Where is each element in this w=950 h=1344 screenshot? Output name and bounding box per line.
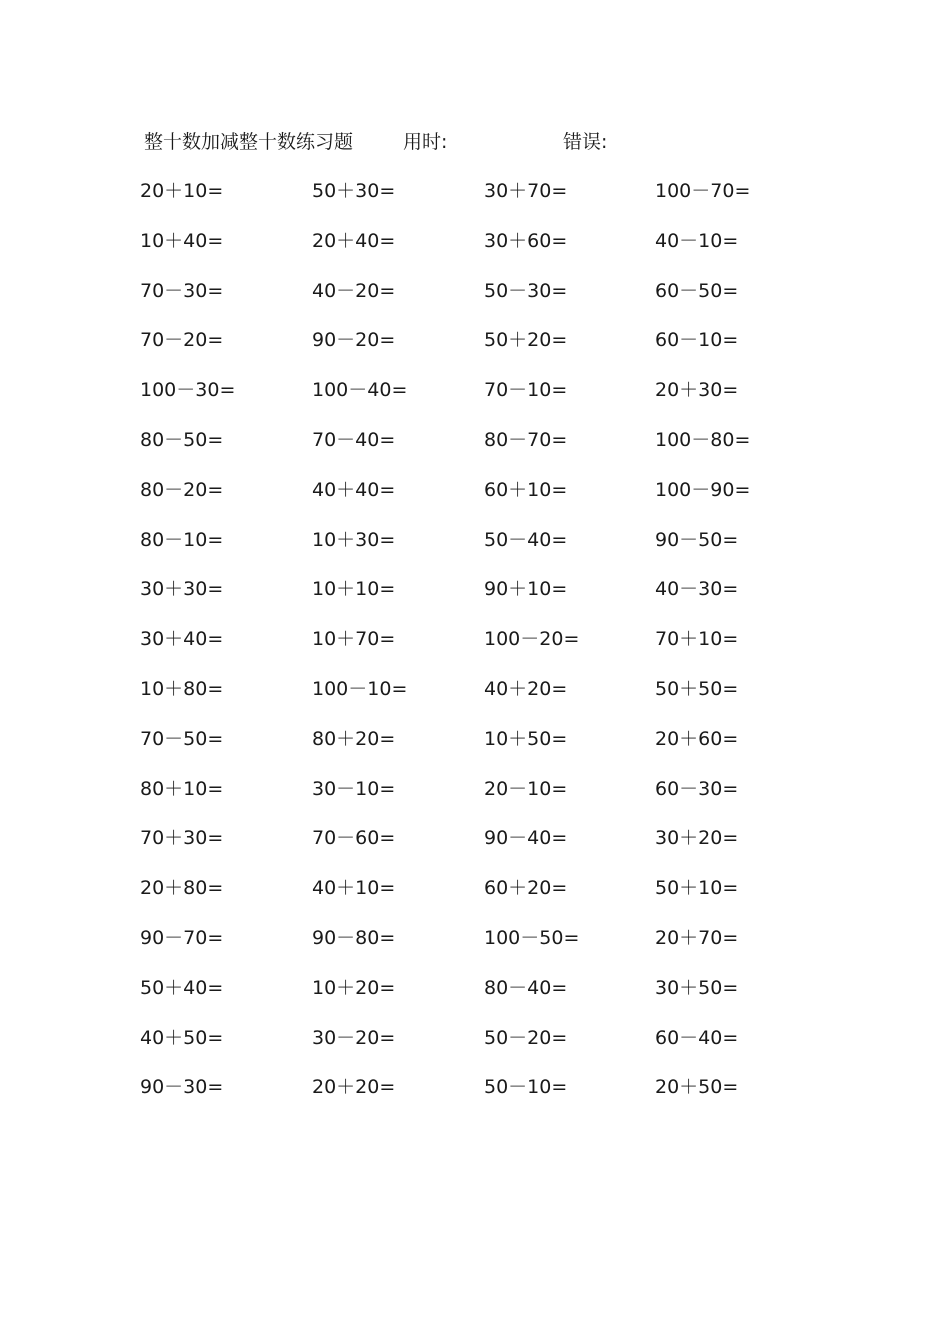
problem-row (0, 425, 950, 475)
problem-item: 30＋70= (484, 180, 568, 202)
problem-row (0, 973, 950, 1023)
problem-item: 10＋50= (484, 727, 568, 750)
problem-item: 40＋50= (140, 1026, 224, 1049)
problem-row (0, 1072, 950, 1122)
problem-row (0, 325, 950, 375)
problem-item: 20＋10= (140, 180, 224, 202)
problem-item: 90－40= (484, 827, 568, 850)
problem-item: 60＋10= (484, 478, 568, 501)
problem-item: 30＋20= (655, 827, 739, 850)
problem-item: 50＋10= (655, 877, 739, 900)
problem-item: 80－40= (484, 976, 568, 999)
problem-item: 50－20= (484, 1026, 568, 1049)
problem-item: 100－40= (312, 379, 408, 402)
problem-item: 30＋40= (140, 628, 224, 651)
problem-item: 100－50= (484, 926, 580, 949)
problem-item: 50－40= (484, 528, 568, 551)
problem-item: 50＋50= (655, 677, 739, 700)
problem-item: 10＋40= (140, 229, 224, 252)
problem-item: 50－10= (484, 1076, 568, 1099)
problem-item: 70－30= (140, 279, 224, 302)
problem-item: 30＋60= (484, 229, 568, 252)
problem-row (0, 624, 950, 674)
problem-item: 40＋20= (484, 677, 568, 700)
problem-row (0, 674, 950, 724)
worksheet-header (0, 128, 950, 156)
problem-row (0, 823, 950, 873)
problem-item: 70－50= (140, 727, 224, 750)
problem-item: 80－20= (140, 478, 224, 501)
problem-item: 80－70= (484, 428, 568, 451)
problem-item: 20＋20= (312, 1076, 396, 1099)
problem-row (0, 276, 950, 326)
problem-item: 100－30= (140, 379, 236, 402)
problem-row (0, 574, 950, 624)
problem-item: 20＋50= (655, 1076, 739, 1099)
problem-item: 50－30= (484, 279, 568, 302)
problem-row (0, 475, 950, 525)
problem-item: 20＋60= (655, 727, 739, 750)
problem-row (0, 923, 950, 973)
problem-item: 80－50= (140, 428, 224, 451)
problem-item: 30＋30= (140, 578, 224, 601)
problem-item: 20＋40= (312, 229, 396, 252)
problem-item: 50＋30= (312, 180, 396, 202)
time-used-label: 用时: (403, 131, 448, 153)
problem-item: 80＋10= (140, 777, 224, 800)
problem-item: 100－80= (655, 428, 751, 451)
problem-row (0, 176, 950, 226)
problem-item: 100－20= (484, 628, 580, 651)
problem-item: 10＋10= (312, 578, 396, 601)
problem-item: 40－20= (312, 279, 396, 302)
problem-item: 70－40= (312, 428, 396, 451)
problem-item: 40－10= (655, 229, 739, 252)
problem-item: 60－30= (655, 777, 739, 800)
worksheet-title: 整十数加减整十数练习题 (144, 131, 354, 153)
problem-item: 80＋20= (312, 727, 396, 750)
problem-item: 20＋30= (655, 379, 739, 402)
problem-row (0, 724, 950, 774)
problem-item: 20＋80= (140, 877, 224, 900)
problem-item: 40－30= (655, 578, 739, 601)
problem-item: 80－10= (140, 528, 224, 551)
problem-row (0, 375, 950, 425)
problem-item: 30＋50= (655, 976, 739, 999)
problem-row (0, 1023, 950, 1073)
problem-item: 60－10= (655, 329, 739, 352)
problem-item: 60－50= (655, 279, 739, 302)
problem-item: 90＋10= (484, 578, 568, 601)
errors-label: 错误: (563, 131, 608, 153)
problem-row (0, 873, 950, 923)
problem-row (0, 226, 950, 276)
problem-item: 40＋10= (312, 877, 396, 900)
problem-item: 70－20= (140, 329, 224, 352)
problem-item: 50＋20= (484, 329, 568, 352)
problem-item: 90－70= (140, 926, 224, 949)
problem-item: 50＋40= (140, 976, 224, 999)
problem-item: 60＋20= (484, 877, 568, 900)
problem-item: 60－40= (655, 1026, 739, 1049)
problem-item: 10＋30= (312, 528, 396, 551)
problem-item: 10＋70= (312, 628, 396, 651)
problem-item: 90－50= (655, 528, 739, 551)
problem-item: 20－10= (484, 777, 568, 800)
problem-item: 100－10= (312, 677, 408, 700)
problem-item: 40＋40= (312, 478, 396, 501)
problem-item: 20＋70= (655, 926, 739, 949)
problem-item: 70－10= (484, 379, 568, 402)
problem-item: 70＋10= (655, 628, 739, 651)
problem-item: 70－60= (312, 827, 396, 850)
problem-item: 90－30= (140, 1076, 224, 1099)
problem-item: 10＋80= (140, 677, 224, 700)
problem-item: 10＋20= (312, 976, 396, 999)
problem-grid (0, 176, 950, 1122)
problem-item: 100－70= (655, 180, 751, 202)
problem-item: 30－10= (312, 777, 396, 800)
problem-row (0, 525, 950, 575)
problem-item: 90－20= (312, 329, 396, 352)
problem-row (0, 774, 950, 824)
problem-item: 30－20= (312, 1026, 396, 1049)
problem-item: 100－90= (655, 478, 751, 501)
problem-item: 90－80= (312, 926, 396, 949)
problem-item: 70＋30= (140, 827, 224, 850)
